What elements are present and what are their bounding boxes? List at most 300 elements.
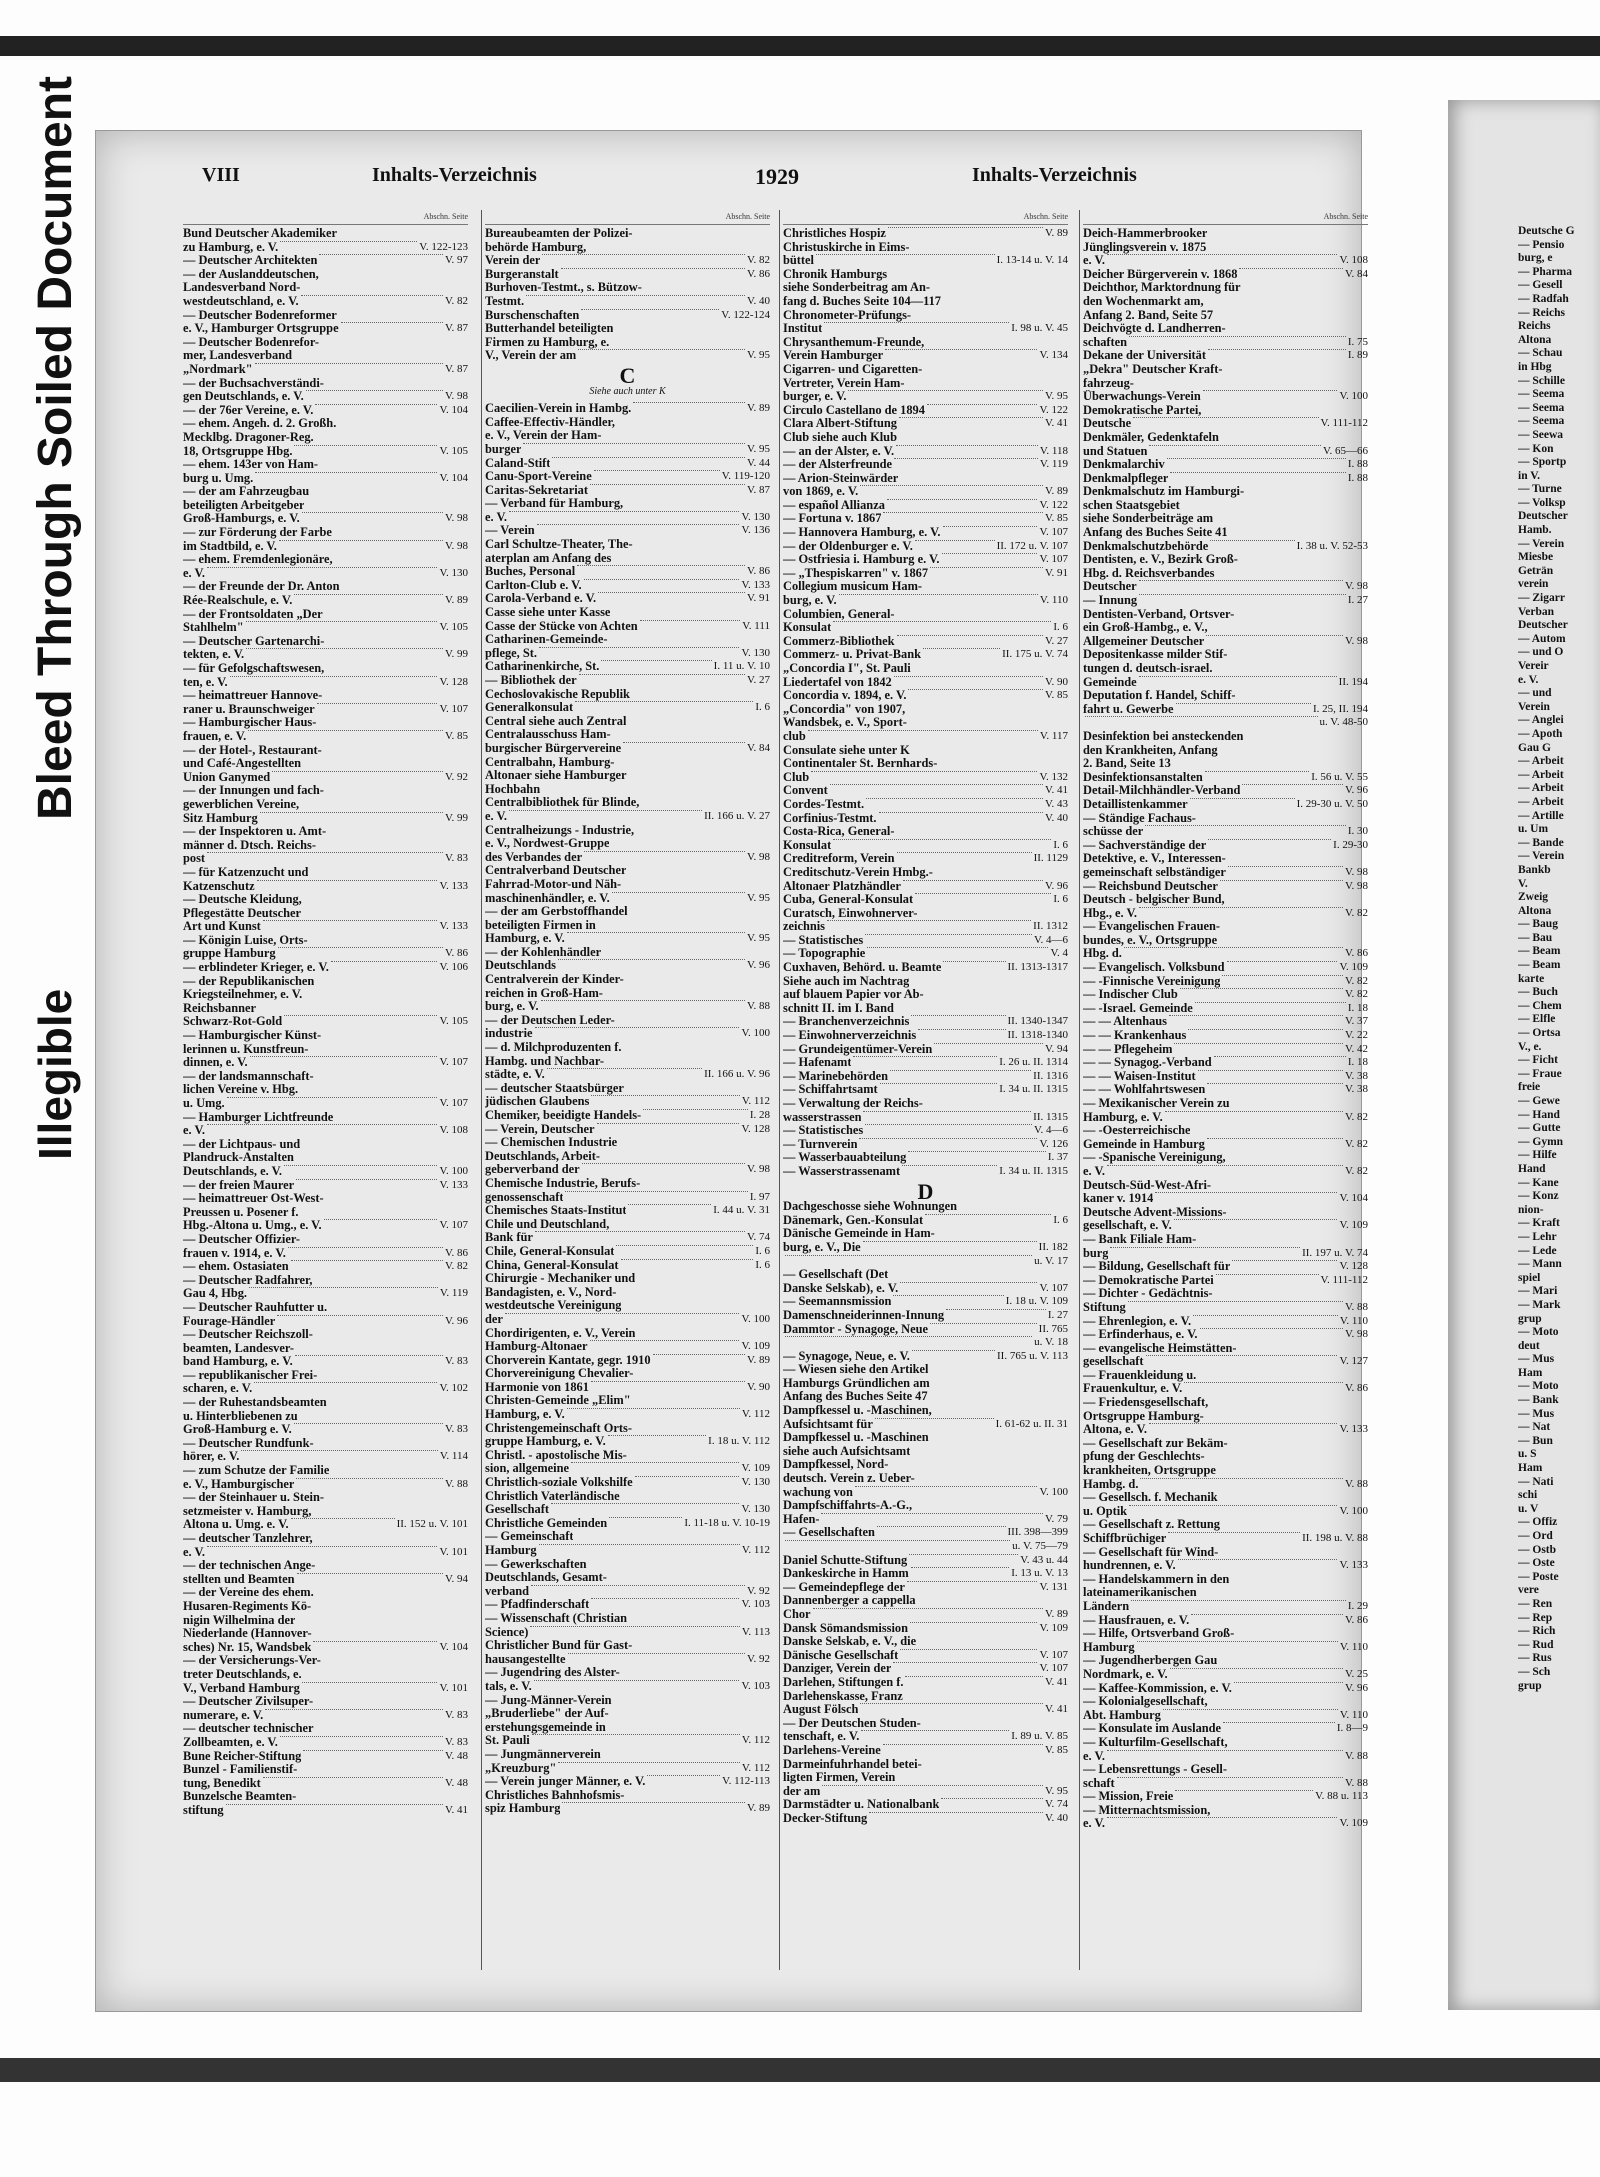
index-entry (183, 1355, 468, 1369)
entry-text: — Hilfe, Ortsverband Groß- (1083, 1627, 1235, 1641)
dot-leader (899, 417, 1043, 418)
dot-leader (930, 567, 1043, 568)
dot-leader (855, 1486, 1038, 1487)
index-entry (1083, 1015, 1368, 1029)
entry-text: Hafen- (783, 1512, 820, 1526)
index-entry (485, 416, 770, 430)
entry-text: — — Wohlfahrtswesen (1083, 1083, 1206, 1097)
entry-text: — ehem. Angeh. d. 2. Großh. (183, 417, 337, 431)
index-entry (485, 1544, 770, 1558)
index-entry (485, 241, 770, 255)
entry-text: ten, e. V. (183, 675, 228, 689)
entry-text: und Statuen (1083, 444, 1148, 458)
entry-text: — Gesellsch. f. Mechanik (1083, 1491, 1218, 1505)
index-entry (183, 336, 468, 350)
entry-text: Chorvereinigung Chevalier- (485, 1367, 634, 1381)
entry-text: siehe Sonderbeitrag am An- (783, 281, 930, 295)
index-entry (1083, 1219, 1368, 1233)
index-entry (485, 973, 770, 987)
entry-reference: V. 107 (1039, 1648, 1068, 1661)
index-entry (1083, 757, 1368, 771)
dot-leader (887, 499, 1038, 500)
dot-leader (900, 1649, 1037, 1650)
entry-reference: u. V. 48-50 (1319, 716, 1368, 729)
index-entry (485, 1109, 770, 1123)
entry-reference: V. 95 (746, 349, 770, 362)
entry-text: Consulate siehe unter K (783, 743, 910, 757)
entry-reference: I. 6 (1053, 621, 1068, 634)
dot-leader (561, 268, 745, 269)
entry-text: gen Deutschlands, e. V. (183, 390, 304, 404)
index-entry (1083, 676, 1368, 690)
entry-text: gemeinschaft selbständiger (1083, 865, 1226, 879)
entry-text: e. V. (485, 510, 507, 524)
entry-text: — an der Alster, e. V. (783, 444, 895, 458)
index-entry (783, 1458, 1068, 1472)
index-entry (783, 1445, 1068, 1459)
entry-reference: II. 175 u. V. 74 (1002, 648, 1068, 661)
entry-text: Columbien, General- (783, 607, 895, 621)
entry-text: Club siehe auch Klub (783, 430, 897, 444)
adjacent-entry: — Buch (1518, 986, 1558, 999)
entry-reference: I. 26 u. II. 1314 (999, 1056, 1068, 1069)
entry-text: — der Auslanddeutschen, (183, 267, 319, 281)
index-entry (485, 497, 770, 511)
entry-text: Chorverein Kantate, gegr. 1910 (485, 1353, 651, 1367)
index-entry (485, 987, 770, 1001)
index-entry (183, 1464, 468, 1478)
entry-text: — Chemischen Industrie (485, 1136, 618, 1150)
entry-text: — Verwaltung der Reichs- (783, 1097, 923, 1110)
entry-text: u. Hinterbliebenen zu (183, 1409, 298, 1423)
entry-text: burg u. Umg. (183, 471, 254, 485)
dot-leader (315, 404, 437, 405)
page-header (110, 164, 1350, 194)
dot-leader (890, 1070, 1031, 1071)
entry-reference: V. 89 (746, 402, 770, 415)
dot-leader (918, 1029, 1005, 1030)
index-entry (485, 1027, 770, 1041)
index-entry (183, 268, 468, 282)
index-entry (485, 1367, 770, 1381)
entry-text: tekten, e. V. (183, 648, 245, 662)
entry-text: Institut (783, 322, 823, 336)
index-entry (485, 1191, 770, 1205)
index-entry (1083, 254, 1368, 268)
adjacent-entry: — Baug (1518, 918, 1558, 931)
entry-reference: V. 82 (1344, 974, 1368, 987)
entry-text: — Deutscher Bodenrefor- (183, 335, 320, 349)
index-entry (183, 1491, 468, 1505)
entry-text: — — Altenhaus (1083, 1015, 1167, 1029)
entry-reference: V. 101 (439, 1545, 468, 1558)
index-entry (783, 1056, 1068, 1070)
entry-text: — Frauenkleidung u. (1083, 1368, 1197, 1382)
entry-text: burg, e. V. (485, 1000, 539, 1014)
entry-text: Überwachungs-Verein (1083, 390, 1201, 404)
index-entry (485, 322, 770, 336)
dot-leader (249, 1287, 438, 1288)
entry-reference: I. 34 u. II. 1315 (999, 1164, 1068, 1177)
entry-text: Deichthor, Marktordnung für (1083, 281, 1241, 295)
index-entry (183, 1219, 468, 1233)
index-entry (485, 1612, 770, 1626)
index-entry (783, 1200, 1068, 1214)
index-entry (183, 648, 468, 662)
entry-text: Hbg. d. (1083, 947, 1122, 961)
entry-text: — — Waisen-Institut (1083, 1069, 1196, 1083)
entry-text: — Jugendherbergen Gau (1083, 1654, 1218, 1668)
index-entry (183, 907, 468, 921)
entry-text: Dampfkessel u. -Maschinen, (783, 1404, 932, 1418)
index-entry (783, 988, 1068, 1002)
entry-text: — Ehrenlegion, e. V. (1083, 1314, 1192, 1328)
dot-leader (821, 1513, 1042, 1514)
entry-text: — Jungmännerverein (485, 1747, 601, 1761)
entry-text: fang d. Buches Seite 104—117 (783, 294, 941, 308)
entry-text: Buches, Personal (485, 565, 576, 579)
entry-text: — Gemeinschaft (485, 1530, 574, 1544)
index-entry (485, 878, 770, 892)
entry-text: Damenschneiderinnen-Innung (783, 1308, 945, 1322)
adjacent-page-column (1518, 225, 1600, 1985)
entry-text: Christl. - apostolische Mis- (485, 1448, 627, 1462)
index-entry (1083, 445, 1368, 459)
index-entry (783, 540, 1068, 554)
adjacent-entry: Vereir (1518, 660, 1549, 672)
dot-leader (547, 1068, 702, 1069)
adjacent-entry: — Ord (1518, 1530, 1553, 1542)
dot-leader (1205, 771, 1309, 772)
index-entry (183, 703, 468, 717)
entry-text: Denkmalschutzbehörde (1083, 539, 1209, 553)
index-entry (485, 1802, 770, 1816)
adjacent-entry: — Rich (1518, 1625, 1556, 1638)
dot-leader (584, 579, 740, 580)
entry-text: Groß-Hamburgs, e. V. (183, 512, 300, 526)
index-entry (783, 445, 1068, 459)
index-entry (1083, 1342, 1368, 1356)
index-entry (783, 512, 1068, 526)
index-entry (485, 728, 770, 742)
index-entry (783, 1676, 1068, 1690)
index-entry (783, 1390, 1068, 1404)
dot-leader (331, 961, 438, 962)
entry-reference: I. 6 (1053, 1213, 1068, 1226)
entry-text: Dampfkessel, Nord- (783, 1458, 889, 1472)
dot-leader (930, 1323, 1037, 1324)
index-entry (485, 824, 770, 838)
entry-text: Bank für (485, 1231, 533, 1245)
adjacent-entry: — Ficht (1518, 1054, 1558, 1067)
dot-leader (905, 1676, 1043, 1677)
index-entry (1083, 540, 1368, 554)
entry-text: — ehem. Ostasiaten (183, 1260, 289, 1274)
entry-reference: V. 27 (1044, 634, 1068, 647)
index-entry (1083, 1002, 1368, 1016)
entry-text: Denkmalpfleger (1083, 471, 1169, 485)
index-entry (183, 1328, 468, 1342)
dot-leader (591, 1598, 739, 1599)
dot-leader (1193, 1315, 1338, 1316)
entry-text: tals, e. V. (485, 1679, 532, 1693)
dot-leader (861, 1730, 1009, 1731)
dot-leader (246, 621, 438, 622)
entry-text: hausangestellte (485, 1652, 566, 1666)
index-entry (1083, 1532, 1368, 1546)
adjacent-entry: — Anglei (1518, 714, 1564, 727)
entry-text: Bune Reicher-Stiftung (183, 1749, 302, 1763)
index-entry (1083, 1410, 1368, 1424)
dot-leader (816, 254, 995, 255)
entry-reference: V. 98 (746, 1163, 770, 1176)
index-entry (1083, 730, 1368, 744)
entry-text: V., Verein der am (485, 349, 577, 363)
entry-text: Altonaer Platzhändler (783, 879, 901, 893)
entry-text: Pflegestätte Deutscher (183, 906, 302, 920)
entry-text: — -Finnische Vereinigung (1083, 974, 1221, 988)
entry-text: — Bank Filiale Ham- (1083, 1232, 1197, 1246)
index-entry (485, 1639, 770, 1653)
index-entry (783, 553, 1068, 567)
entry-text: — Verein, Deutscher (485, 1122, 595, 1136)
entry-text: Harmonie von 1861 (485, 1380, 589, 1394)
index-entry (1083, 866, 1368, 880)
adjacent-entry: Altona (1518, 333, 1552, 346)
entry-reference: V. 133 (1339, 1559, 1368, 1572)
dot-leader (1165, 1111, 1343, 1112)
entry-text: zu Hamburg, e. V. (183, 240, 279, 254)
entry-text: Hamburg-Altonaer (485, 1340, 588, 1354)
index-entry (485, 1666, 770, 1680)
index-entry (783, 227, 1068, 241)
entry-text: Dammtor - Synagoge, Neue (783, 1322, 928, 1336)
dot-leader (912, 1350, 995, 1351)
entry-text: Circulo Castellano de 1894 (783, 403, 925, 417)
index-entry (183, 947, 468, 961)
dot-leader (1176, 703, 1312, 704)
dot-leader (1107, 1165, 1343, 1166)
index-entry (1083, 1777, 1368, 1791)
index-entry (183, 730, 468, 744)
entry-text: Katzenschutz (183, 879, 255, 893)
adjacent-entry: — Lede (1518, 1244, 1557, 1257)
entry-text: Burgeranstalt (485, 267, 559, 281)
dot-leader (896, 445, 1038, 446)
entry-reference: I. 56 u. V. 55 (1311, 770, 1368, 783)
entry-text: — Bildung, Gesellschaft für (1083, 1260, 1231, 1274)
entry-text: Christlicher Bund für Gast- (485, 1639, 633, 1653)
entry-text: — Hamburgischer Künst- (183, 1029, 322, 1043)
entry-text: — zum Schutze der Familie (183, 1464, 330, 1478)
index-entry (485, 1327, 770, 1341)
index-entry (485, 1734, 770, 1748)
adjacent-entry: Deutsche G (1518, 225, 1575, 237)
dot-leader (263, 920, 438, 921)
entry-text: e. V. (183, 1124, 205, 1138)
index-entry (183, 716, 468, 730)
entry-reference: II. 765 u. V. 113 (997, 1349, 1068, 1362)
entry-text: Detektive, e. V., Interessen- (1083, 852, 1226, 866)
index-entry (1083, 1206, 1368, 1220)
index-entry (183, 1124, 468, 1138)
dot-leader (1174, 1219, 1338, 1220)
index-entry (783, 1499, 1068, 1513)
entry-reference: V. 89 (1044, 485, 1068, 498)
index-entry (1083, 1464, 1368, 1478)
entry-reference: II. 166 u. V. 27 (704, 809, 770, 822)
entry-reference: I. 34 u. II. 1315 (999, 1083, 1068, 1096)
entry-reference: I. 98 u. V. 45 (1011, 322, 1068, 335)
adjacent-entry: — Gutte (1518, 1122, 1561, 1135)
index-entry (783, 1513, 1068, 1527)
adjacent-entry: — Rud (1518, 1638, 1554, 1651)
index-entry (1083, 812, 1368, 826)
entry-text: — Königin Luise, Orts- (183, 933, 308, 947)
index-entry (183, 676, 468, 690)
entry-text: — der Kohlenhändler (485, 945, 602, 959)
entry-text: — Ständige Fachaus- (1083, 811, 1196, 825)
index-entry (485, 946, 770, 960)
index-entry (485, 660, 770, 674)
adjacent-entry: — Lehr (1518, 1230, 1557, 1243)
index-entry (485, 620, 770, 634)
entry-text: Chirurgie - Mechaniker und (485, 1272, 636, 1286)
entry-reference: I. 18 (1347, 1056, 1368, 1069)
entry-reference: V. 107 (1039, 1281, 1068, 1294)
index-entry (783, 825, 1068, 839)
entry-text: Zollbeamten, e. V. (183, 1735, 278, 1749)
index-entry (1083, 1559, 1368, 1573)
index-entry (1083, 934, 1368, 948)
entry-text: Sitz Hamburg (183, 811, 258, 825)
entry-reference: V. 43 u. 44 (1020, 1553, 1068, 1566)
entry-reference: V. 86 (746, 565, 770, 578)
entry-text: — der Inspektoren u. Amt- (183, 825, 327, 839)
index-entry (485, 633, 770, 647)
entry-text: „Bruderliebe" der Auf- (485, 1707, 609, 1721)
index-entry (485, 1585, 770, 1599)
entry-text: — Branchenverzeichnis (783, 1015, 910, 1029)
entry-reference: V. 82 (1344, 1164, 1368, 1177)
index-entry (183, 689, 468, 703)
adjacent-entry: — Reichs (1518, 306, 1565, 319)
entry-text: — Deutscher Rundfunk- (183, 1436, 314, 1450)
dot-leader (643, 1109, 748, 1110)
entry-text: Chronometer-Prüfungs- (783, 308, 912, 322)
adjacent-entry: — Schille (1518, 374, 1565, 387)
adjacent-entry: — Sch (1518, 1665, 1551, 1678)
dot-leader (302, 512, 443, 513)
entry-text: — Schiffahrtsamt (783, 1083, 878, 1097)
entry-text: Cordes-Testmt. (783, 797, 865, 811)
index-entry (183, 390, 468, 404)
entry-reference: II. 172 u. V. 107 (996, 539, 1068, 552)
adjacent-entry: — Hand (1518, 1108, 1560, 1121)
index-entry (485, 457, 770, 471)
entry-text: deutsch. Verein z. Ueber- (783, 1472, 915, 1486)
entry-text: Niederlande (Hannover- (183, 1627, 312, 1641)
index-entry (783, 975, 1068, 989)
index-entry (1083, 594, 1368, 608)
index-entry (183, 1559, 468, 1573)
entry-text: kaner v. 1914 (1083, 1192, 1154, 1206)
entry-reference: V. 95 (1044, 390, 1068, 403)
entry-text: lichen Vereine v. Hbg. (183, 1083, 299, 1097)
index-entry (183, 1532, 468, 1546)
dot-leader (230, 676, 438, 677)
index-entry (485, 837, 770, 851)
entry-reference: V. 110 (1339, 1640, 1368, 1653)
dot-leader (927, 404, 1038, 405)
entry-text: Casse der Stücke von Achten (485, 619, 638, 633)
dot-leader (284, 1165, 437, 1166)
entry-text: — Deutscher Bodenreformer (183, 308, 337, 322)
dot-leader (552, 457, 745, 458)
index-entry (1083, 390, 1368, 404)
index-entry (1083, 1315, 1368, 1329)
index-entry (783, 309, 1068, 323)
index-entry (783, 1363, 1068, 1377)
entry-text: Abt. Hamburg (1083, 1708, 1161, 1722)
entry-reference: V. 100 (1339, 390, 1368, 403)
entry-reference: I. 18 u. V. 109 (1005, 1295, 1068, 1308)
index-entry (1083, 1518, 1368, 1532)
entry-text: — — Krankenhaus (1083, 1029, 1187, 1043)
entry-reference: V. 74 (1044, 1798, 1068, 1811)
adjacent-entry: — Pharma (1518, 265, 1572, 278)
entry-text: Chile und Deutschland, (485, 1217, 610, 1231)
adjacent-entry: — Kane (1518, 1176, 1559, 1189)
dot-leader (313, 1641, 437, 1642)
index-entry (183, 757, 468, 771)
index-entry (1083, 1287, 1368, 1301)
entry-text: e. V. (183, 1545, 205, 1559)
index-entry (183, 1179, 468, 1193)
index-entry (1083, 417, 1368, 431)
adjacent-entry: Altona (1518, 904, 1552, 917)
entry-reference: II. 152 u. V. 101 (396, 1518, 468, 1531)
dot-leader (1180, 988, 1343, 989)
entry-reference: I. 18 u. V. 112 (708, 1435, 770, 1448)
entry-text: — der Oldenburger e. V. (783, 539, 913, 553)
entry-reference: I. 11 u. V. 10 (713, 660, 770, 673)
entry-text: Bunzel - Familienstif- (183, 1763, 298, 1777)
entry-text: — Statistisches (783, 1124, 864, 1138)
entry-reference: I. 61-62 u. II. 31 (995, 1417, 1068, 1430)
index-entry (783, 1472, 1068, 1486)
index-entry (1083, 839, 1368, 853)
entry-reference: V. 107 (439, 1097, 468, 1109)
index-entry (183, 567, 468, 581)
entry-text: Bandagisten, e. V., Nord- (485, 1285, 617, 1299)
entry-reference: V. 82 (1344, 1137, 1368, 1150)
dot-leader (785, 1255, 1032, 1256)
entry-text: — ehem. Fremdenlegionäre, (183, 553, 333, 567)
adjacent-entry: — Arbeit (1518, 768, 1564, 781)
index-entry (1083, 472, 1368, 486)
dot-leader (594, 470, 720, 471)
index-entry (1083, 1111, 1368, 1125)
entry-text: Stiftung (1083, 1300, 1126, 1314)
index-entry (783, 349, 1068, 363)
index-entry (1083, 1056, 1368, 1070)
entry-text: — Marinebehörden (783, 1069, 888, 1083)
index-entry (183, 1260, 468, 1274)
entry-text: setzmeister v. Hamburg, (183, 1504, 312, 1518)
entry-reference: V. 87 (746, 483, 770, 496)
index-entry (1083, 1600, 1368, 1614)
